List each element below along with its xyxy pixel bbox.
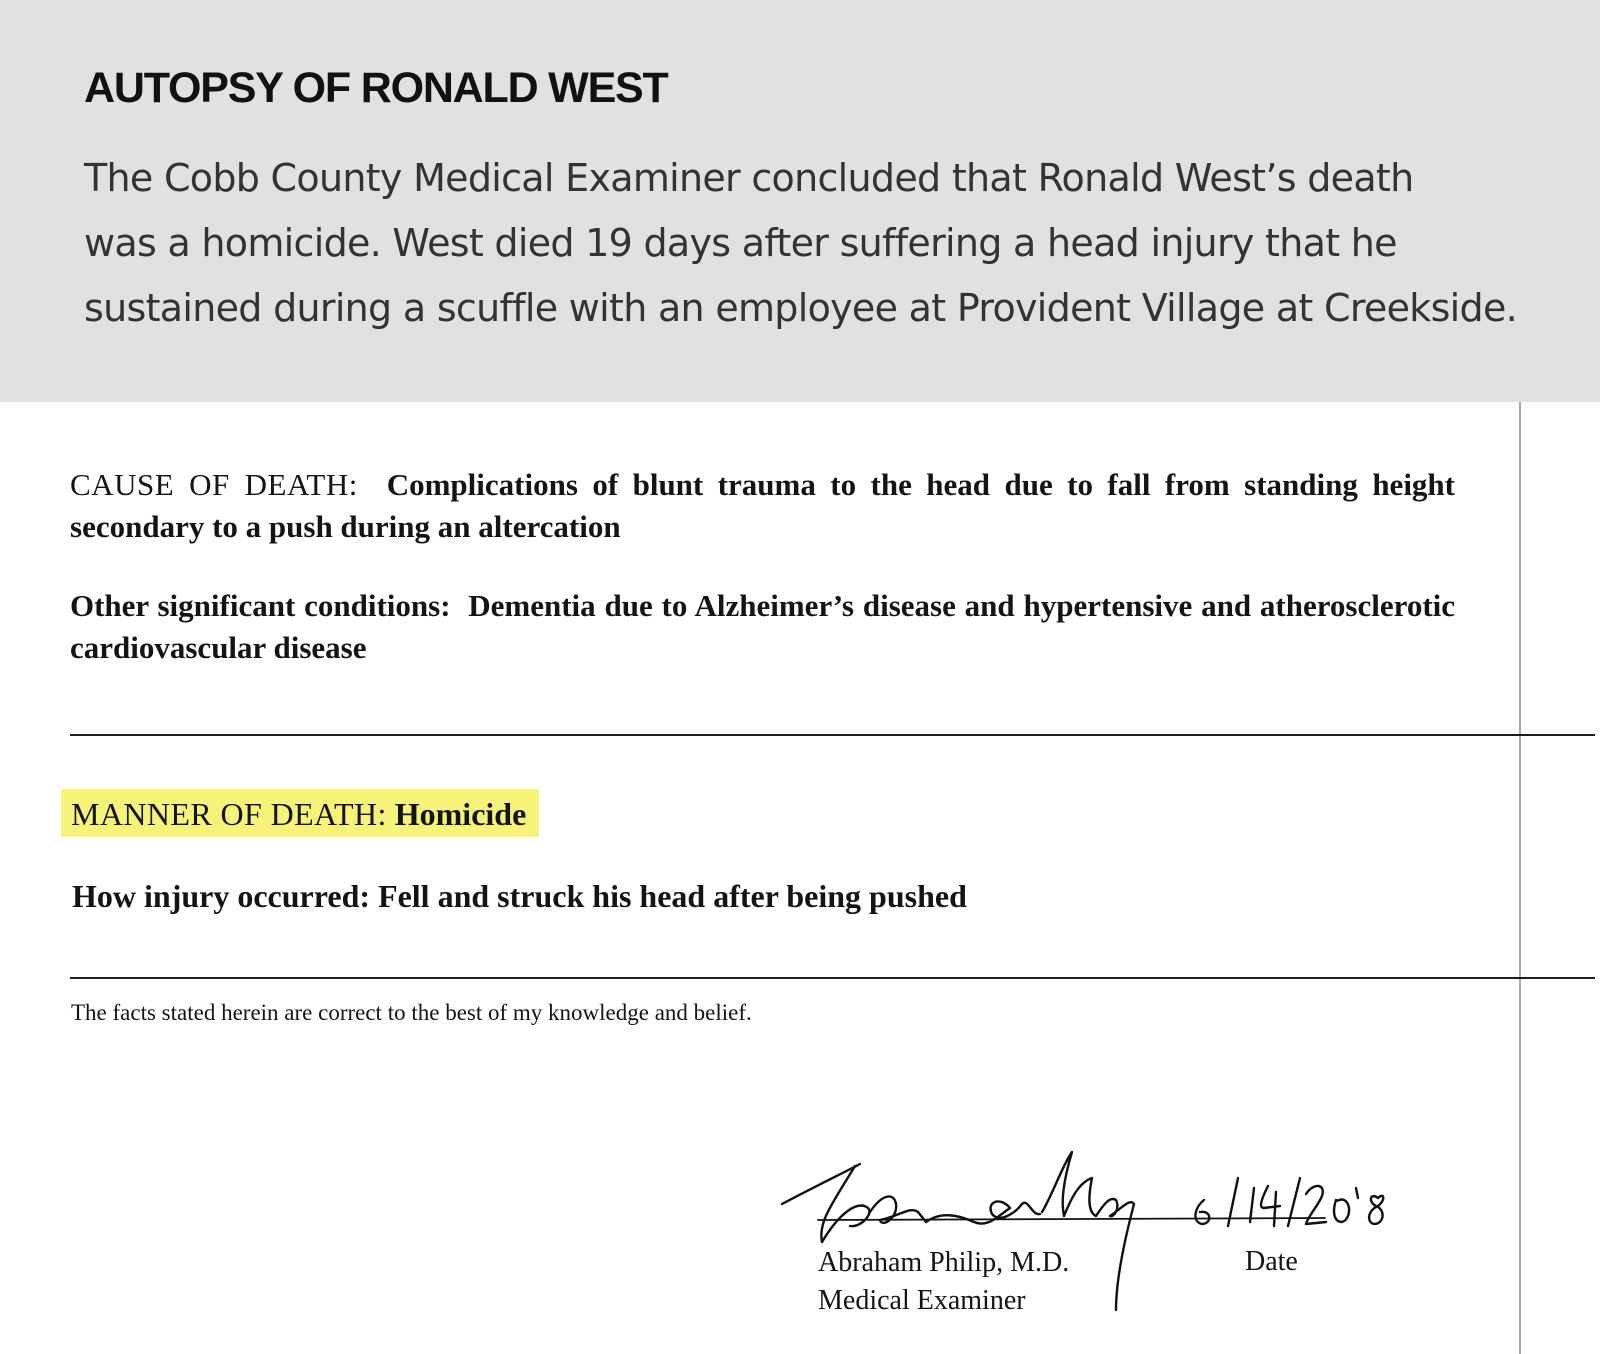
page-edge-line bbox=[1519, 402, 1521, 1354]
manner-of-death-label: MANNER OF DEATH: bbox=[71, 796, 387, 832]
article-title: AUTOPSY OF RONALD WEST bbox=[84, 64, 668, 112]
how-injury-value: Fell and struck his head after being pushed bbox=[378, 878, 967, 914]
other-conditions-field bbox=[70, 585, 1455, 669]
section-divider bbox=[70, 977, 1595, 979]
examiner-name: Abraham Philip, M.D. bbox=[818, 1247, 1070, 1278]
manner-of-death-value: Homicide bbox=[394, 796, 527, 832]
how-injury-occurred-field bbox=[72, 875, 967, 917]
description-line: was a homicide. West died 19 days after suffering a head injury that he bbox=[84, 221, 1397, 265]
attestation-statement: The facts stated herein are correct to the best of my knowledge and belief. bbox=[71, 1000, 752, 1025]
how-injury-label: How injury occurred: bbox=[72, 878, 371, 914]
cause-of-death-label: CAUSE OF DEATH: bbox=[70, 467, 358, 502]
cause-of-death-value: Complications of blunt trauma to the head due to fall from standing height secondary to a push during an altercation bbox=[70, 467, 1455, 544]
other-conditions-label: Other significant conditions: bbox=[70, 588, 451, 623]
article-description bbox=[84, 146, 1517, 341]
examiner-title: Medical Examiner bbox=[818, 1285, 1026, 1316]
manner-of-death-highlight bbox=[61, 789, 539, 837]
description-line: The Cobb County Medical Examiner concluded that Ronald West’s death bbox=[84, 156, 1414, 200]
other-conditions-value: Dementia due to Alzheimer’s disease and hypertensive and atherosclerotic cardiovascular disease bbox=[70, 588, 1456, 665]
autopsy-document bbox=[0, 402, 1600, 1354]
description-line: sustained during a scuffle with an employee at Provident Village at Creekside. bbox=[84, 286, 1518, 330]
section-divider bbox=[70, 734, 1595, 736]
article-header bbox=[0, 0, 1600, 402]
date-label: Date bbox=[1245, 1246, 1298, 1277]
cause-of-death-field bbox=[70, 464, 1455, 548]
